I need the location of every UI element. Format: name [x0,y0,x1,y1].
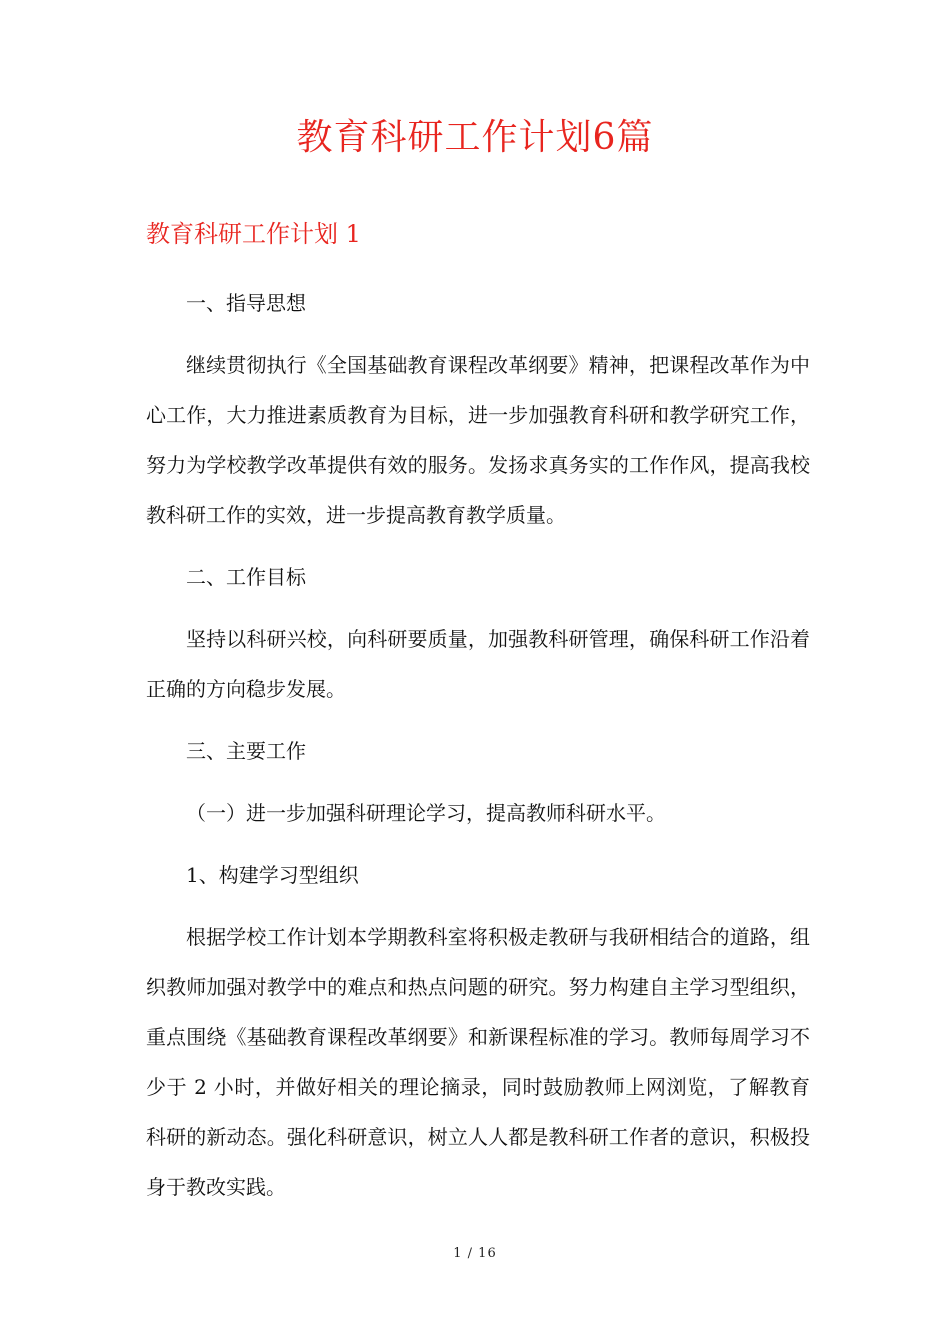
subheading-theory-study: （一）进一步加强科研理论学习，提高教师科研水平。 [186,801,666,825]
heading-main-work: 三、主要工作 [186,739,306,763]
page-number: 1 / 16 [453,1246,497,1261]
paragraph-learning-organization: 根据学校工作计划本学期教科室将积极走教研与我研相结合的道路，组织教师加强对教学中的难点和热点问题的研究。努力构建自主学习型组织，重点围绕《基础教育课程改革纲要》和新课程标准的学习。教师每周学习不少于 2 小时，并做好相关的理论摘录，同时鼓励教师上网浏览，了解教育科研的新动态。强化科研意识，树立人人都是教科研工作者的意识，积极投身于教改实践。 [146,925,810,1199]
paragraph-guiding-ideology: 继续贯彻执行《全国基础教育课程改革纲要》精神，把课程改革作为中心工作，大力推进素质教育为目标，进一步加强教育科研和教学研究工作，努力为学校教学改革提供有效的服务。发扬求真务实的工作作风，提高我校教科研工作的实效，进一步提高教育教学质量。 [146,353,810,527]
heading-work-goals: 二、工作目标 [186,565,306,589]
document-body [146,278,810,1212]
section-title: 教育科研工作计划 1 [146,220,361,248]
document-title: 教育科研工作计划6篇 [296,117,654,158]
paragraph-work-goals: 坚持以科研兴校，向科研要质量，加强教科研管理，确保科研工作沿着正确的方向稳步发展。 [146,627,810,701]
subheading-learning-organization: 1、构建学习型组织 [186,863,359,887]
heading-guiding-ideology: 一、指导思想 [186,291,306,315]
